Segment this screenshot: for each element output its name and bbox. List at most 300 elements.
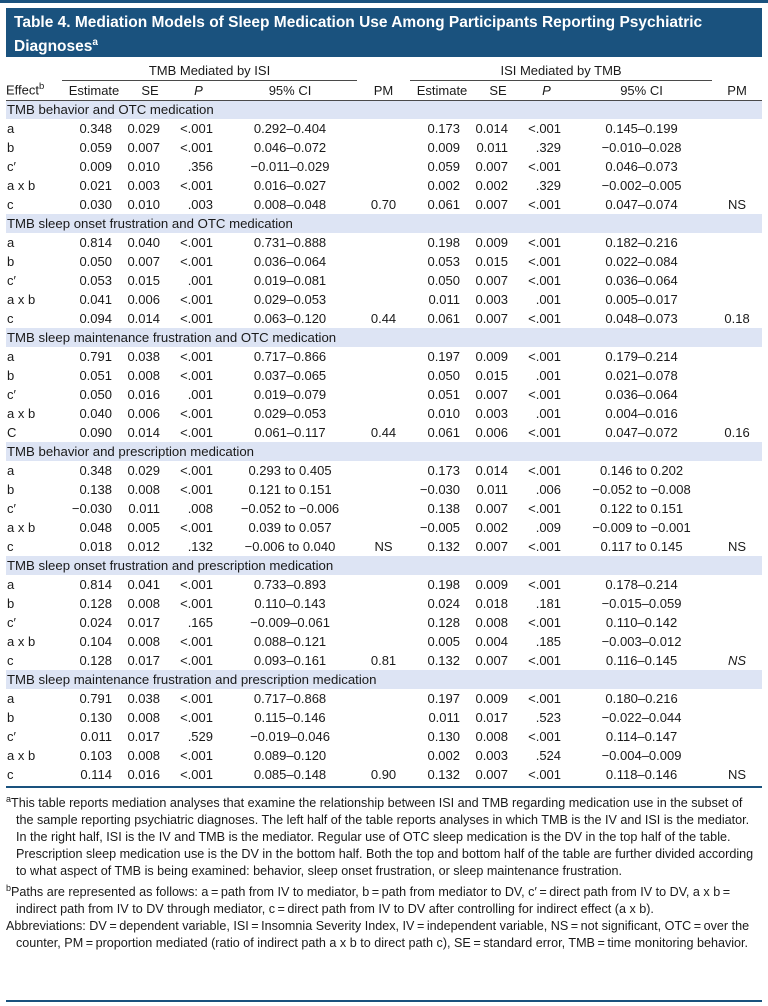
cell-estimate-left: 0.018 <box>79 539 112 554</box>
cell-p-right: .009 <box>535 520 562 535</box>
cell-p-right: <.001 <box>528 159 562 174</box>
col-header-estimate-left: Estimate <box>62 80 126 100</box>
cell-pm-right <box>712 252 762 271</box>
cell-se-right: 0.007 <box>475 539 509 554</box>
cell-estimate-right: 0.130 <box>427 729 461 744</box>
cell-p-left: <.001 <box>180 577 213 592</box>
cell-pm-right: NS <box>728 767 747 782</box>
cell-pm-left <box>357 594 410 613</box>
cell-p-right: .523 <box>535 710 562 725</box>
cell-pm-left <box>357 575 410 594</box>
cell-estimate-left: 0.130 <box>79 710 112 725</box>
cell-p-left: <.001 <box>180 292 213 307</box>
cell-ci-right: 0.110–0.142 <box>605 615 678 630</box>
table-row <box>6 746 762 765</box>
cell-p-right: <.001 <box>528 121 562 136</box>
cell-ci-left: 0.019–0.079 <box>253 387 327 402</box>
cell-ci-right: 0.118–0.146 <box>605 767 678 782</box>
section-header: TMB sleep maintenance frustration and OTC medication <box>6 328 762 347</box>
table-row <box>6 613 762 632</box>
effect-label: c′ <box>7 729 16 744</box>
cell-estimate-right: 0.061 <box>427 197 461 212</box>
group-header-row <box>6 59 762 80</box>
table-title-footnote-marker: a <box>92 37 98 48</box>
cell-estimate-right: 0.198 <box>427 235 461 250</box>
col-header-p-right: P <box>522 80 571 100</box>
cell-se-left: 0.038 <box>127 349 160 364</box>
effect-label: a x b <box>7 406 36 421</box>
cell-se-right: 0.002 <box>475 520 509 535</box>
cell-ci-left: 0.733–0.893 <box>253 577 327 592</box>
section-header: TMB sleep onset frustration and prescription medication <box>6 556 762 575</box>
cell-se-left: 0.006 <box>127 292 160 307</box>
effect-label: c <box>7 653 14 668</box>
cell-pm-right <box>712 138 762 157</box>
cell-p-left: .003 <box>187 197 213 212</box>
table-row <box>6 138 762 157</box>
col-header-ci-right: 95% CI <box>571 80 712 100</box>
group-header-right: ISI Mediated by TMB <box>410 59 712 80</box>
cell-se-left: 0.017 <box>127 729 160 744</box>
cell-estimate-right: 0.173 <box>427 463 461 478</box>
cell-p-right: <.001 <box>528 691 562 706</box>
footnote-b <box>6 880 762 918</box>
col-header-p-left: P <box>174 80 223 100</box>
effect-label: c <box>7 539 14 554</box>
cell-pm-left: 0.44 <box>370 311 397 326</box>
cell-pm-right <box>712 727 762 746</box>
effect-label: c <box>7 767 14 782</box>
effect-label: a x b <box>7 178 36 193</box>
col-header-ci-left: 95% CI <box>223 80 357 100</box>
cell-ci-right: 0.046–0.073 <box>605 159 678 174</box>
cell-se-left: 0.010 <box>127 159 160 174</box>
effect-label: c′ <box>7 273 16 288</box>
cell-pm-left <box>357 689 410 708</box>
cell-se-right: 0.007 <box>475 311 509 326</box>
cell-estimate-left: 0.090 <box>79 425 112 440</box>
effect-label: c′ <box>7 159 16 174</box>
footnote-b-text: Paths are represented as follows: a = path from IV to mediator, b = path from mediator to DV, c′ = direct path from IV to DV, a x b = indirect path from IV to DV through mediator, c = direct path from IV to DV after controlling for indirect effect (a x b). <box>11 885 733 917</box>
table-row <box>6 119 762 138</box>
effect-label: a x b <box>7 520 36 535</box>
cell-p-left: .132 <box>187 539 213 554</box>
cell-p-right: .001 <box>535 368 562 383</box>
cell-ci-left: 0.121 to 0.151 <box>248 482 332 497</box>
cell-se-right: 0.004 <box>475 634 509 649</box>
cell-ci-left: −0.009–0.061 <box>250 615 330 630</box>
effect-label: a <box>7 349 15 364</box>
cell-ci-left: 0.292–0.404 <box>253 121 327 136</box>
cell-ci-left: 0.037–0.065 <box>253 368 327 383</box>
cell-p-left: .001 <box>187 387 213 402</box>
cell-ci-right: 0.036–0.064 <box>605 387 678 402</box>
cell-se-left: 0.015 <box>127 273 160 288</box>
cell-p-right: <.001 <box>528 273 562 288</box>
cell-estimate-right: 0.050 <box>427 273 461 288</box>
cell-se-right: 0.007 <box>475 767 509 782</box>
cell-pm-right <box>712 385 762 404</box>
cell-p-left: <.001 <box>180 425 213 440</box>
effect-label: a <box>7 121 15 136</box>
effect-label: b <box>7 140 15 155</box>
cell-ci-left: 0.019–0.081 <box>253 273 327 288</box>
effect-label: a <box>7 463 15 478</box>
effect-label: a x b <box>7 292 36 307</box>
cell-p-left: <.001 <box>180 691 213 706</box>
cell-ci-right: −0.009 to −0.001 <box>592 520 691 535</box>
cell-p-left: <.001 <box>180 767 213 782</box>
effect-label: a <box>7 235 15 250</box>
cell-pm-right <box>712 176 762 195</box>
cell-estimate-left: 0.011 <box>80 729 112 744</box>
cell-ci-right: −0.010–0.028 <box>601 140 682 155</box>
cell-p-right: <.001 <box>528 615 562 630</box>
table-row <box>6 689 762 708</box>
cell-ci-left: 0.029–0.053 <box>253 406 327 421</box>
table-row <box>6 423 762 442</box>
cell-estimate-left: 0.024 <box>79 615 112 630</box>
cell-pm-left <box>357 480 410 499</box>
effect-label: b <box>7 710 15 725</box>
cell-se-right: 0.002 <box>475 178 509 193</box>
cell-estimate-left: 0.041 <box>79 292 112 307</box>
cell-pm-right: NS <box>728 197 747 212</box>
cell-estimate-right: 0.011 <box>428 292 461 307</box>
table-row <box>6 195 762 214</box>
cell-estimate-left: 0.114 <box>80 767 112 782</box>
cell-ci-right: 0.178–0.214 <box>605 577 678 592</box>
table-title-bar <box>6 8 762 57</box>
cell-p-left: <.001 <box>180 463 213 478</box>
cell-se-left: 0.041 <box>127 577 160 592</box>
cell-p-right: .001 <box>535 406 562 421</box>
table-row <box>6 271 762 290</box>
cell-p-right: <.001 <box>528 653 562 668</box>
cell-se-right: 0.015 <box>475 254 509 269</box>
table-row <box>6 233 762 252</box>
cell-ci-right: 0.048–0.073 <box>605 311 678 326</box>
cell-estimate-right: −0.030 <box>419 482 461 497</box>
cell-estimate-right: 0.059 <box>427 159 461 174</box>
cell-pm-left <box>357 499 410 518</box>
cell-pm-left <box>357 632 410 651</box>
cell-se-left: 0.029 <box>127 121 160 136</box>
cell-pm-left: 0.81 <box>370 653 397 668</box>
cell-ci-right: −0.022–0.044 <box>601 710 682 725</box>
cell-pm-left <box>357 461 410 480</box>
cell-estimate-left: 0.348 <box>79 121 112 136</box>
cell-pm-left <box>357 404 410 423</box>
table-row <box>6 765 762 784</box>
cell-estimate-left: 0.021 <box>79 178 112 193</box>
cell-pm-right: 0.16 <box>724 425 750 440</box>
cell-p-right: <.001 <box>528 311 562 326</box>
cell-estimate-left: 0.814 <box>79 577 112 592</box>
cell-pm-left <box>357 746 410 765</box>
cell-ci-left: 0.110–0.143 <box>254 596 326 611</box>
cell-se-left: 0.006 <box>127 406 160 421</box>
table-row <box>6 727 762 746</box>
section-header-row <box>6 214 762 233</box>
cell-se-left: 0.008 <box>127 482 160 497</box>
cell-p-left: <.001 <box>180 653 213 668</box>
cell-estimate-left: −0.030 <box>71 501 112 516</box>
effect-label: a x b <box>7 634 36 649</box>
cell-se-left: 0.008 <box>127 368 160 383</box>
cell-pm-left: NS <box>374 539 393 554</box>
cell-pm-right <box>712 157 762 176</box>
cell-p-left: <.001 <box>180 254 213 269</box>
cell-se-left: 0.008 <box>127 596 160 611</box>
cell-p-left: <.001 <box>180 178 213 193</box>
cell-estimate-right: 0.197 <box>427 691 461 706</box>
effect-label: c′ <box>7 615 16 630</box>
cell-pm-right <box>712 366 762 385</box>
cell-p-left: <.001 <box>180 710 213 725</box>
cell-ci-right: −0.002–0.005 <box>601 178 682 193</box>
cell-p-right: <.001 <box>528 577 562 592</box>
cell-estimate-right: 0.138 <box>427 501 461 516</box>
col-header-estimate-right: Estimate <box>410 80 474 100</box>
cell-pm-left <box>357 518 410 537</box>
cell-se-left: 0.005 <box>127 520 160 535</box>
cell-estimate-right: 0.005 <box>427 634 461 649</box>
cell-estimate-right: 0.002 <box>427 748 461 763</box>
cell-ci-left: 0.029–0.053 <box>253 292 327 307</box>
cell-pm-right <box>712 290 762 309</box>
bottom-rule <box>6 1000 762 1002</box>
cell-ci-right: 0.122 to 0.151 <box>599 501 684 516</box>
cell-ci-left: −0.006 to 0.040 <box>244 539 336 554</box>
cell-se-left: 0.017 <box>127 615 160 630</box>
effect-label: a <box>7 577 15 592</box>
cell-p-left: <.001 <box>180 482 213 497</box>
cell-se-right: 0.007 <box>475 273 509 288</box>
col-header-effect-label: Effect <box>6 82 40 98</box>
table-row <box>6 385 762 404</box>
cell-ci-right: −0.003–0.012 <box>601 634 682 649</box>
cell-estimate-right: 0.053 <box>427 254 461 269</box>
cell-p-right: <.001 <box>528 235 562 250</box>
cell-estimate-left: 0.053 <box>79 273 112 288</box>
col-header-pm-left: PM <box>357 80 410 100</box>
cell-p-right: <.001 <box>528 425 562 440</box>
cell-estimate-left: 0.103 <box>79 748 112 763</box>
cell-pm-right <box>712 518 762 537</box>
cell-ci-left: 0.115–0.146 <box>254 710 326 725</box>
cell-p-right: <.001 <box>528 501 562 516</box>
cell-p-left: .001 <box>187 273 213 288</box>
table-row <box>6 404 762 423</box>
cell-pm-right <box>712 347 762 366</box>
cell-ci-right: 0.179–0.214 <box>605 349 678 364</box>
cell-pm-left <box>357 347 410 366</box>
table-row <box>6 594 762 613</box>
cell-estimate-right: 0.050 <box>427 368 461 383</box>
cell-estimate-right: 0.132 <box>427 767 461 782</box>
cell-estimate-left: 0.138 <box>79 482 112 497</box>
cell-p-left: <.001 <box>180 520 213 535</box>
cell-pm-right <box>712 575 762 594</box>
cell-se-left: 0.016 <box>127 767 160 782</box>
cell-p-right: <.001 <box>528 539 562 554</box>
cell-p-left: <.001 <box>180 311 213 326</box>
cell-estimate-left: 0.040 <box>79 406 112 421</box>
cell-se-right: 0.007 <box>475 197 509 212</box>
cell-ci-right: 0.036–0.064 <box>605 273 678 288</box>
cell-estimate-left: 0.050 <box>79 387 112 402</box>
cell-estimate-right: 0.198 <box>427 577 461 592</box>
cell-p-right: <.001 <box>528 254 562 269</box>
cell-pm-right: NS <box>728 539 747 554</box>
cell-ci-left: −0.052 to −0.006 <box>240 501 340 516</box>
cell-pm-left <box>357 727 410 746</box>
mediation-table <box>6 59 762 784</box>
cell-pm-left <box>357 252 410 271</box>
cell-ci-left: 0.046–0.072 <box>253 140 327 155</box>
cell-p-right: <.001 <box>528 767 562 782</box>
cell-pm-left <box>357 271 410 290</box>
cell-pm-right <box>712 632 762 651</box>
group-header-left: TMB Mediated by ISI <box>62 59 357 80</box>
cell-se-right: 0.017 <box>475 710 509 725</box>
cell-estimate-right: 0.009 <box>427 140 461 155</box>
cell-ci-right: 0.145–0.199 <box>605 121 678 136</box>
cell-pm-left: 0.44 <box>370 425 397 440</box>
footnotes <box>6 791 762 952</box>
cell-se-right: 0.011 <box>476 140 509 155</box>
table-row <box>6 461 762 480</box>
cell-p-right: <.001 <box>528 463 562 478</box>
cell-se-right: 0.007 <box>475 159 509 174</box>
cell-p-left: <.001 <box>180 634 213 649</box>
cell-p-right: <.001 <box>528 387 562 402</box>
cell-ci-right: 0.114–0.147 <box>605 729 678 744</box>
cell-se-right: 0.009 <box>475 691 509 706</box>
cell-pm-left <box>357 613 410 632</box>
cell-ci-right: 0.180–0.216 <box>605 691 678 706</box>
cell-estimate-left: 0.791 <box>79 349 112 364</box>
table-row <box>6 708 762 727</box>
cell-pm-right: 0.18 <box>724 311 750 326</box>
table-row <box>6 480 762 499</box>
cell-estimate-left: 0.050 <box>79 254 112 269</box>
cell-estimate-right: 0.051 <box>427 387 461 402</box>
table-row <box>6 499 762 518</box>
cell-estimate-right: 0.061 <box>427 425 461 440</box>
cell-estimate-right: 0.128 <box>427 615 461 630</box>
cell-ci-left: 0.061–0.117 <box>254 425 326 440</box>
cell-ci-right: −0.052 to −0.008 <box>592 482 691 497</box>
cell-ci-right: 0.146 to 0.202 <box>599 463 684 478</box>
cell-ci-right: 0.182–0.216 <box>605 235 678 250</box>
cell-estimate-right: 0.132 <box>427 539 461 554</box>
cell-p-left: <.001 <box>180 368 213 383</box>
column-header-row <box>6 80 762 100</box>
table-row <box>6 518 762 537</box>
cell-se-left: 0.014 <box>127 311 160 326</box>
cell-se-right: 0.007 <box>475 653 509 668</box>
table-row <box>6 309 762 328</box>
cell-ci-right: 0.047–0.074 <box>605 197 678 212</box>
cell-se-right: 0.008 <box>475 729 509 744</box>
cell-se-right: 0.007 <box>475 387 509 402</box>
section-header-row <box>6 328 762 347</box>
cell-p-right: .001 <box>535 292 562 307</box>
cell-pm-left: 0.90 <box>370 767 397 782</box>
cell-pm-left: 0.70 <box>370 197 397 212</box>
cell-p-right: <.001 <box>528 349 562 364</box>
cell-estimate-left: 0.030 <box>79 197 112 212</box>
section-header: TMB behavior and prescription medication <box>6 442 762 461</box>
cell-p-left: <.001 <box>180 140 213 155</box>
cell-ci-left: 0.085–0.148 <box>253 767 327 782</box>
section-header-row <box>6 556 762 575</box>
cell-se-right: 0.011 <box>476 482 509 497</box>
cell-estimate-right: 0.197 <box>427 349 461 364</box>
cell-p-left: <.001 <box>180 235 213 250</box>
cell-pm-left <box>357 366 410 385</box>
cell-ci-left: 0.036–0.064 <box>253 254 327 269</box>
cell-estimate-left: 0.128 <box>79 596 112 611</box>
cell-se-left: 0.008 <box>127 710 160 725</box>
cell-se-right: 0.006 <box>475 425 509 440</box>
cell-estimate-left: 0.814 <box>79 235 112 250</box>
table-row <box>6 651 762 670</box>
cell-p-right: .329 <box>535 178 562 193</box>
cell-pm-right <box>712 480 762 499</box>
group-spacer <box>712 59 762 80</box>
cell-se-right: 0.014 <box>475 121 509 136</box>
cell-pm-right <box>712 271 762 290</box>
cell-ci-left: −0.019–0.046 <box>250 729 330 744</box>
cell-se-left: 0.029 <box>127 463 160 478</box>
cell-p-right: .524 <box>535 748 562 763</box>
cell-pm-left <box>357 385 410 404</box>
cell-pm-left <box>357 157 410 176</box>
cell-estimate-left: 0.348 <box>79 463 112 478</box>
footnote-b-marker: b <box>6 883 12 894</box>
cell-p-left: .008 <box>187 501 213 516</box>
cell-estimate-left: 0.128 <box>79 653 112 668</box>
cell-ci-right: 0.116–0.145 <box>605 653 678 668</box>
cell-ci-left: 0.016–0.027 <box>253 178 327 193</box>
cell-estimate-left: 0.009 <box>79 159 112 174</box>
table-row <box>6 176 762 195</box>
table-title: Table 4. Mediation Models of Sleep Medication Use Among Participants Reporting Psychiatric Diagnoses <box>14 14 703 56</box>
table-body <box>6 100 762 784</box>
cell-se-left: 0.017 <box>127 653 160 668</box>
effect-label: c′ <box>7 387 16 402</box>
table-row <box>6 157 762 176</box>
cell-se-right: 0.014 <box>475 463 509 478</box>
cell-p-right: <.001 <box>528 729 562 744</box>
cell-pm-right <box>712 499 762 518</box>
cell-pm-right <box>712 461 762 480</box>
effect-label: b <box>7 254 15 269</box>
cell-se-left: 0.040 <box>127 235 160 250</box>
cell-ci-left: 0.093–0.161 <box>253 653 327 668</box>
effect-label: a <box>7 691 15 706</box>
cell-pm-right <box>712 233 762 252</box>
effect-label: b <box>7 596 15 611</box>
effect-label: a x b <box>7 748 36 763</box>
cell-se-left: 0.007 <box>127 254 160 269</box>
cell-ci-right: 0.005–0.017 <box>605 292 678 307</box>
col-header-pm-right: PM <box>712 80 762 100</box>
group-spacer <box>357 59 410 80</box>
